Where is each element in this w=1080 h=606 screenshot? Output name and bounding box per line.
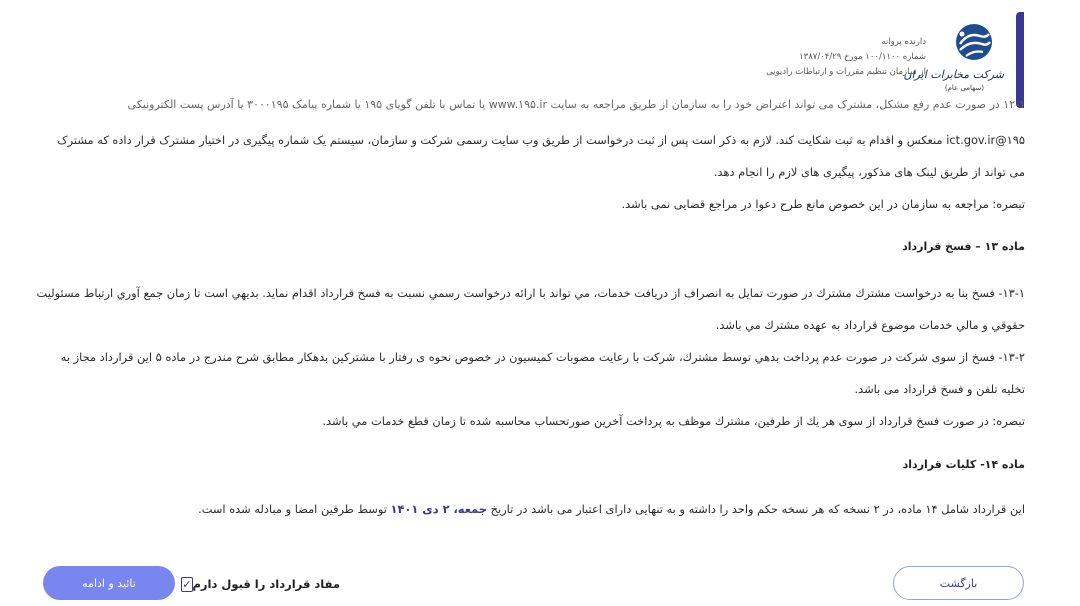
accept-terms-checkbox-row[interactable] — [182, 574, 350, 594]
checkmark-icon: ✓ — [182, 577, 192, 591]
paragraph-line: می تواند از طریق لینک های مذکور، پیگیری های لازم را انجام دهد. — [713, 165, 1025, 179]
note-text: تبصره: در صورت فسخ قرارداد از سوی هر يك از طرفين، مشترك موظف به پرداخت آخرين صورتحساب محاسبه شده تا زمان قطع خدمات مي باشد. — [322, 414, 1025, 428]
article-14-text-end: توسط طرفین امضا و مبادله شده است. — [198, 502, 391, 516]
telecom-logo-icon — [936, 22, 1006, 70]
back-button[interactable]: بازگشت — [893, 566, 1024, 600]
confirm-continue-button[interactable]: تائید و ادامه — [43, 566, 175, 600]
contract-date: جمعه، ۲ دی ۱۴۰۱ — [390, 502, 487, 516]
partial-paragraph-line: ۱۲-۱ در صورت عدم رفع مشکل، مشترک می تواند اعتراض خود را به سازمان از طریق مراجعه به سایت www.۱۹۵.ir یا تماس با تلفن گویای ۱۹۵ یا شماره پیامک ۳۰۰۰۱۹۵ یا آدرس پست الکترونیکی — [127, 98, 1025, 111]
clause-13-1-line: ۱۳-۱- فسخ بنا به درخواست مشترك مشترك در صورت تمايل به انصراف از دريافت خدمات، مي تواند با ارائه درخواست رسمي نسبت به فسخ قرارداد اقدام نمايد. بديهي است تا زمان جمع آوري ارتباط مسئوليت — [36, 286, 1025, 300]
paragraph-line: ict.gov.ir@۱۹۵ منعکس و اقدام به ثبت شکایت کند. لازم به ذکر است پس از ثبت درخواست از طریق وب سایت رسمی شرکت و سازمان، سیستم یک شماره پیگیری در اختیار مشترک قرار داده که مشترک — [57, 133, 1025, 147]
company-name: شرکت مخابرات ایران — [903, 68, 1004, 81]
article-13-title: ماده ۱۳ – فسخ قرارداد — [902, 240, 1025, 253]
article-14-title: ماده ۱۴- کلیات قرارداد — [902, 458, 1025, 471]
license-info — [766, 35, 926, 80]
header-accent-bar — [1016, 12, 1024, 108]
license-line: شماره ۱۰۰/۱۱۰۰ مورخ ۱۳۸۷/۰۴/۲۹ — [799, 52, 926, 62]
header — [740, 22, 1016, 104]
license-line: دارنده پروانه — [881, 37, 926, 47]
footer-actions — [0, 560, 1080, 606]
clause-13-2-line: تخلیه تلفن و فسخ قرارداد می باشد. — [854, 382, 1025, 396]
license-line: از سازمان تنظیم مقررات و ارتباطات رادیویی — [766, 67, 926, 77]
article-14-text — [198, 502, 1025, 516]
accept-terms-label: مفاد قرارداد را قبول دارم — [192, 577, 340, 591]
company-type: (سهامی عام) — [944, 84, 984, 92]
accept-terms-checkbox[interactable] — [181, 577, 192, 592]
note-text: تبصره: مراجعه به سازمان در این خصوص مانع طرح دعوا در مراجع قضایی نمی باشد. — [621, 197, 1025, 211]
article-14-text-start: این قرارداد شامل ۱۴ ماده، در ۲ نسخه که هر نسخه حکم واحد را داشته و به تنهایی دارای اعتبار می باشد در تاریخ — [487, 502, 1025, 516]
clause-13-1-line: حقوقي و مالي خدمات موضوع قرارداد به عهده مشترك مي باشد. — [715, 318, 1025, 332]
clause-13-2-line: ۱۳-۲- فسخ از سوی شرکت در صورت عدم پرداخت بدهي توسط مشترك، شرکت با رعایت مصوبات کمیسیون در خصوص نحوه ی رفتار با مشترکین بدهکار مطابق شرح مندرج در ماده ۵ این قرارداد مجاز به — [60, 350, 1025, 364]
